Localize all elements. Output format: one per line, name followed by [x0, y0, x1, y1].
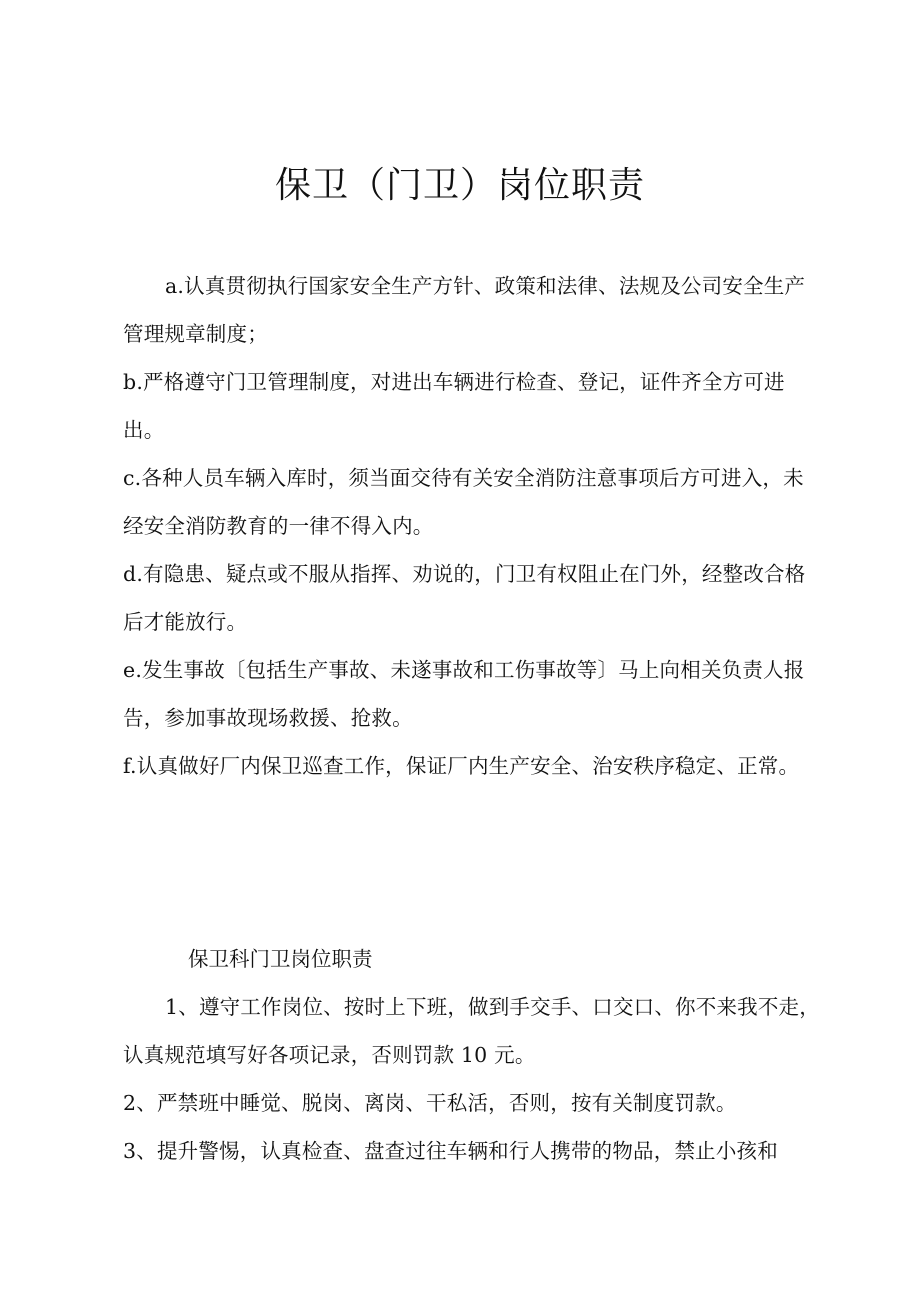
- duty-item-1: 1、遵守工作岗位、按时上下班，做到手交手、口交口、你不来我不走，认真规范填写好各项记录，否则罚款 10 元。: [123, 995, 820, 1067]
- duty-item-a: a.认真贯彻执行国家安全生产方针、政策和法律、法规及公司安全生产管理规章制度；: [123, 274, 806, 346]
- duty-item-3: 3、提升警惕，认真检查、盘查过往车辆和行人携带的物品，禁止小孩和: [123, 1139, 778, 1163]
- duty-item-2: 2、严禁班中睡觉、脱岗、离岗、干私活，否则，按有关制度罚款。: [123, 1091, 737, 1115]
- section-subtitle: 保卫科门卫岗位职责: [188, 947, 373, 971]
- duty-item-f: f.认真做好厂内保卫巡查工作，保证厂内生产安全、治安秩序稳定、正常。: [123, 754, 800, 778]
- duty-item-b: b.严格遵守门卫管理制度，对进出车辆进行检查、登记，证件齐全方可进出。: [123, 370, 785, 442]
- duties-section-security-dept: [123, 983, 823, 1175]
- duty-item-e: e.发生事故〔包括生产事故、未遂事故和工伤事故等〕马上向相关负责人报告，参加事故现场救援、抢救。: [123, 658, 805, 730]
- duty-item-d: d.有隐患、疑点或不服从指挥、劝说的，门卫有权阻止在门外，经整改合格后才能放行。: [123, 562, 806, 634]
- duty-item-c: c.各种人员车辆入库时，须当面交待有关安全消防注意事项后方可进入，未经安全消防教育的一律不得入内。: [123, 466, 804, 538]
- duties-section-gate-guard: [123, 262, 823, 790]
- document-title: 保卫（门卫）岗位职责: [274, 165, 645, 206]
